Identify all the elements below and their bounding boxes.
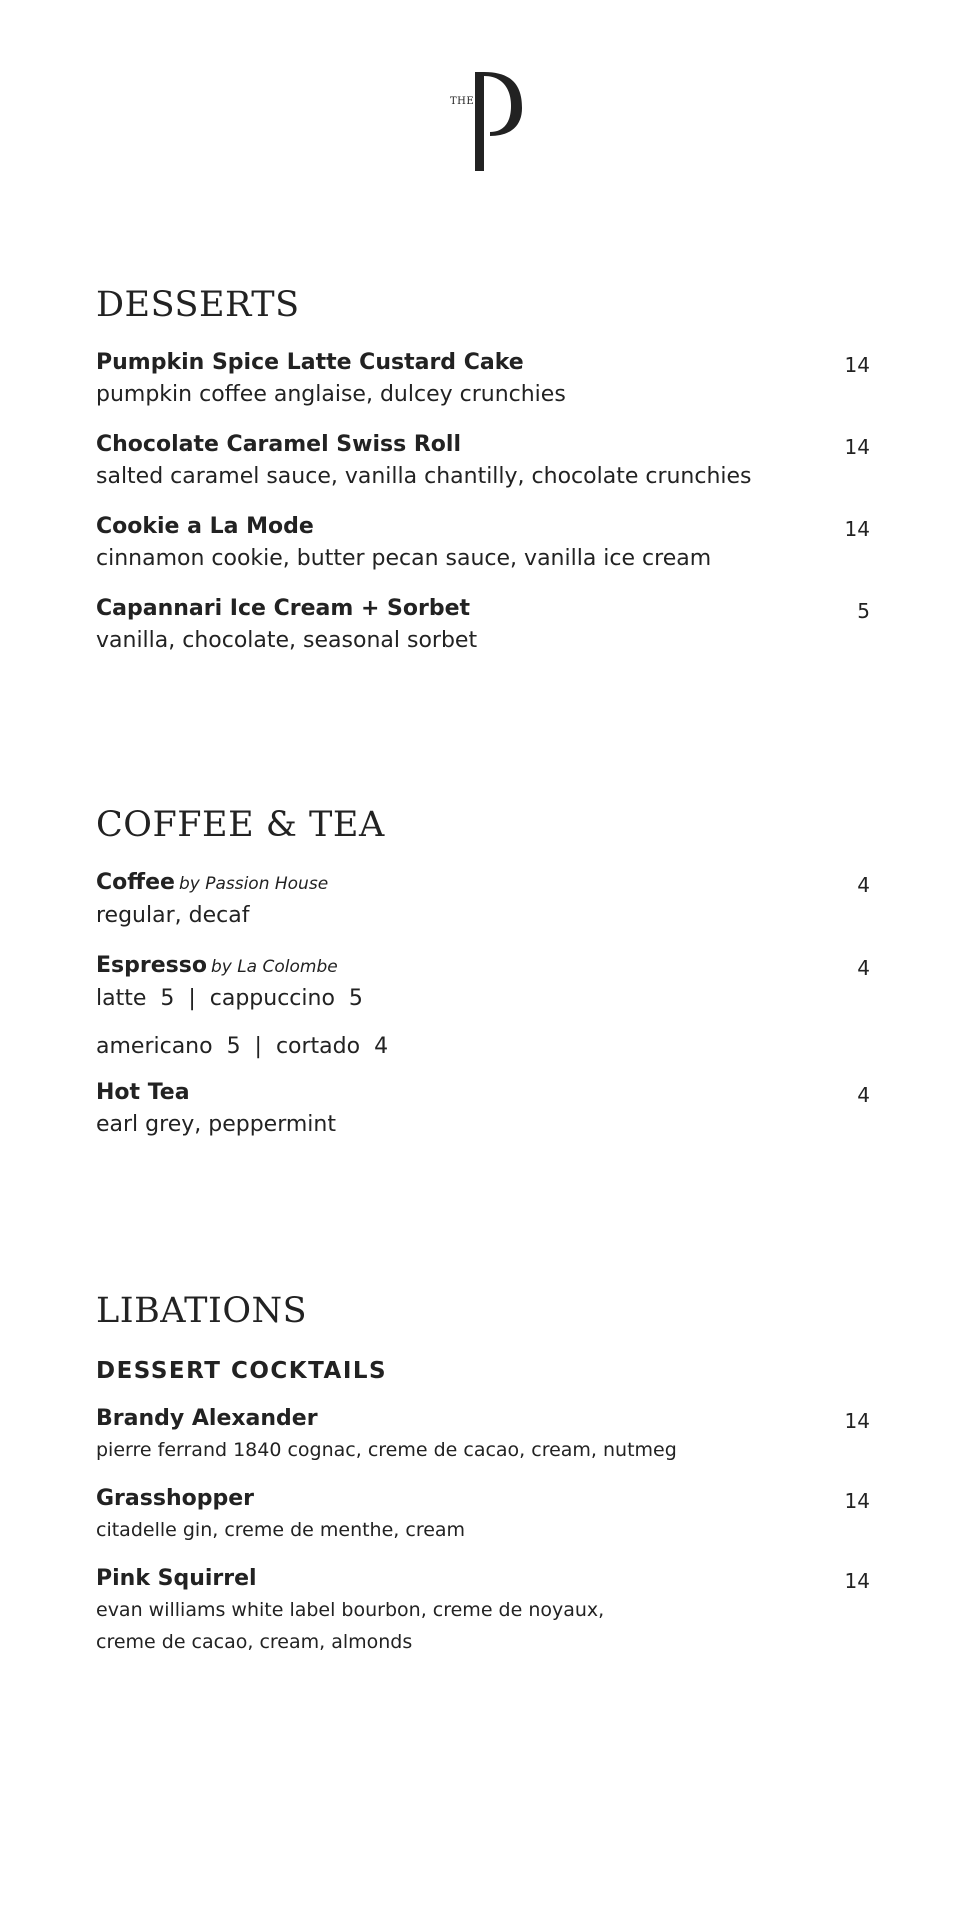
item-maker: by Passion House [178,874,329,894]
item-price: 14 [844,517,870,541]
item-description: pumpkin coffee anglaise, dulcey crunchies [96,382,566,407]
section-title: DESSERTS [96,285,300,325]
menu-item [96,868,870,933]
item-name: Capannari Ice Cream + Sorbet [96,596,471,621]
item-description: vanilla, chocolate, seasonal sorbet [96,628,478,653]
item-description-2: americano 5 | cortado 4 [96,1034,389,1059]
item-maker: by La Colombe [210,957,338,977]
menu-item [96,1564,870,1658]
item-price: 4 [857,873,870,897]
item-price: 14 [844,1489,870,1513]
menu-item [96,951,870,1064]
item-name: Brandy Alexander [96,1406,318,1431]
item-name: Pumpkin Spice Latte Custard Cake [96,350,524,375]
item-name-line [96,868,870,899]
logo-the-text: THE [450,96,475,107]
item-description: latte 5 | cappuccino 5 [96,986,363,1011]
subsection-title: DESSERT COCKTAILS [96,1358,388,1384]
desserts-section [96,284,870,658]
item-description: earl grey, peppermint [96,1112,336,1137]
menu-item [96,1404,870,1466]
menu-item [96,430,870,494]
item-price: 14 [844,353,870,377]
item-price: 14 [844,1569,870,1593]
item-name: Cookie a La Mode [96,514,314,539]
item-price: 5 [857,599,870,623]
item-name: Pink Squirrel [96,1566,257,1591]
logo [450,70,530,174]
item-name-line [96,951,870,982]
menu-item [96,1078,870,1142]
item-name: Chocolate Caramel Swiss Roll [96,432,461,457]
item-description: citadelle gin, creme de menthe, cream [96,1519,466,1541]
section-title: COFFEE & TEA [96,805,385,845]
menu-item [96,348,870,412]
item-name: Hot Tea [96,1080,190,1105]
item-price: 14 [844,1409,870,1433]
menu-item [96,594,870,658]
item-price: 14 [844,435,870,459]
item-description: regular, decaf [96,903,250,928]
section-title: LIBATIONS [96,1291,308,1331]
logo-p-mark [464,70,524,174]
libations-section [96,1290,870,1658]
item-description: cinnamon cookie, butter pecan sauce, vanilla ice cream [96,546,712,571]
item-description: evan williams white label bourbon, creme de noyaux, [96,1599,605,1621]
item-description-2: creme de cacao, cream, almonds [96,1631,413,1653]
item-price: 4 [857,1083,870,1107]
item-name: Espresso [96,953,207,978]
item-name: Coffee [96,870,175,895]
coffee-tea-section [96,804,870,1142]
item-description: salted caramel sauce, vanilla chantilly, chocolate crunchies [96,464,752,489]
item-name: Grasshopper [96,1486,254,1511]
menu-item [96,1484,870,1546]
item-price: 4 [857,956,870,980]
item-description: pierre ferrand 1840 cognac, creme de cacao, cream, nutmeg [96,1439,677,1461]
menu-item [96,512,870,576]
